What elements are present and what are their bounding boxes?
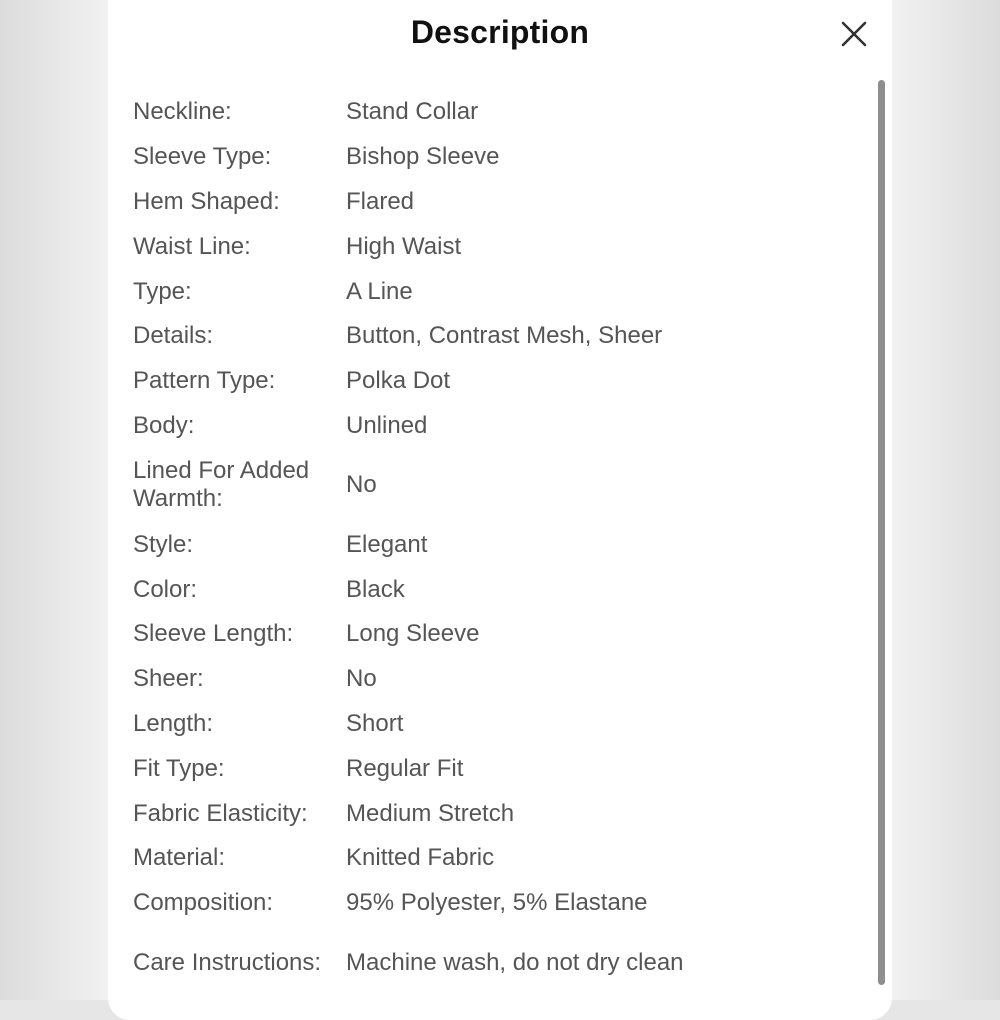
attribute-label: Color: <box>133 575 198 603</box>
attribute-value: Medium Stretch <box>346 799 515 827</box>
description-sheet <box>108 0 892 1020</box>
attribute-label: Material: <box>133 844 226 872</box>
attribute-value: Bishop Sleeve <box>346 143 500 171</box>
attribute-label: Lined For Added Warmth: <box>133 457 310 513</box>
attribute-row <box>133 881 853 926</box>
attribute-list <box>133 90 853 1000</box>
attribute-row <box>133 791 853 836</box>
attribute-row <box>133 926 853 1000</box>
attribute-row <box>133 612 853 657</box>
attribute-row <box>133 314 853 359</box>
attribute-label: Style: <box>133 530 194 558</box>
attribute-label: Fit Type: <box>133 754 225 782</box>
attribute-row <box>133 359 853 404</box>
attribute-row <box>133 567 853 612</box>
attribute-label: Waist Line: <box>133 232 251 260</box>
attribute-row <box>133 180 853 225</box>
close-button[interactable] <box>836 16 872 52</box>
attribute-value: No <box>346 665 377 693</box>
attribute-row <box>133 746 853 791</box>
attribute-label: Hem Shaped: <box>133 187 280 215</box>
attribute-value: No <box>346 471 377 499</box>
attribute-value: Short <box>346 709 404 737</box>
attribute-value: 95% Polyester, 5% Elastane <box>346 889 648 917</box>
attribute-value: Flared <box>346 187 415 215</box>
attribute-value: Regular Fit <box>346 754 464 782</box>
attribute-value: Stand Collar <box>346 98 479 126</box>
attribute-value: Knitted Fabric <box>346 844 495 872</box>
attribute-label: Sleeve Type: <box>133 143 272 171</box>
attribute-row <box>133 702 853 747</box>
attribute-value: Button, Contrast Mesh, Sheer <box>346 322 663 350</box>
attribute-value: Long Sleeve <box>346 620 480 648</box>
attribute-label: Length: <box>133 709 214 737</box>
scrollbar[interactable] <box>878 80 885 985</box>
sheet-title: Description <box>410 14 590 50</box>
attribute-label: Body: <box>133 411 195 439</box>
attribute-value: Elegant <box>346 530 428 558</box>
attribute-label: Details: <box>133 322 214 350</box>
attribute-label: Fabric Elasticity: <box>133 799 308 827</box>
attribute-row <box>133 269 853 314</box>
attribute-label: Composition: <box>133 889 274 917</box>
attribute-label: Type: <box>133 277 192 305</box>
attribute-row <box>133 224 853 269</box>
attribute-label: Pattern Type: <box>133 367 276 395</box>
close-icon <box>836 16 872 52</box>
attribute-row <box>133 836 853 881</box>
attribute-value: Polka Dot <box>346 367 451 395</box>
attribute-row <box>133 90 853 135</box>
attribute-row <box>133 657 853 702</box>
attribute-value: Unlined <box>346 411 428 439</box>
attribute-label: Sheer: <box>133 665 204 693</box>
attribute-row <box>133 404 853 449</box>
attribute-label: Neckline: <box>133 98 232 126</box>
attribute-value: Machine wash, do not dry clean <box>346 948 684 976</box>
attribute-row <box>133 448 853 522</box>
attribute-value: Black <box>346 575 405 603</box>
attribute-label: Sleeve Length: <box>133 620 294 648</box>
attribute-value: A Line <box>346 277 413 305</box>
attribute-row <box>133 135 853 180</box>
attribute-value: High Waist <box>346 232 462 260</box>
attribute-label: Care Instructions: <box>133 948 322 976</box>
attribute-row <box>133 522 853 567</box>
